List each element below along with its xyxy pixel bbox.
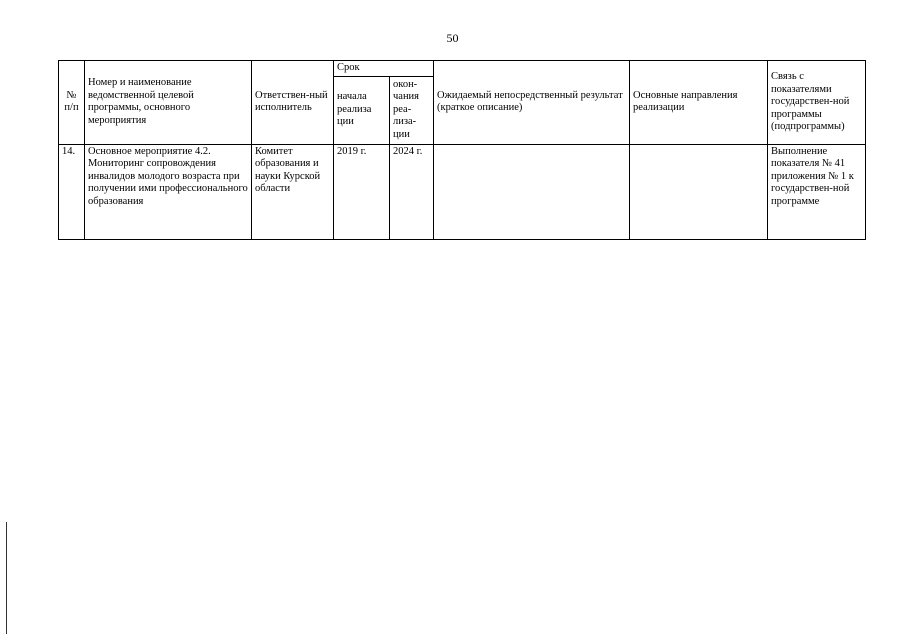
cell-responsible: Комитет образования и науки Курской области (252, 144, 334, 239)
header-term: Срок (334, 61, 434, 77)
cell-start: 2019 г. (334, 144, 390, 239)
scan-margin-line (6, 522, 7, 634)
header-expected: Ожидаемый непосредственный результат (краткое описание) (434, 61, 630, 145)
header-row-1 (59, 61, 866, 77)
program-table (58, 60, 866, 240)
header-directions: Основные направления реализации (630, 61, 768, 145)
table-row (59, 144, 866, 239)
header-name: Номер и наименование ведомственной целевой программы, основного мероприятия (85, 61, 252, 145)
cell-name: Основное мероприятие 4.2. Мониторинг сопровождения инвалидов молодого возраста при получении ими профессионального образования (85, 144, 252, 239)
header-num: № п/п (59, 61, 85, 145)
header-end: окон-чания реа-лиза-ции (390, 76, 434, 144)
header-responsible: Ответствен-ный исполнитель (252, 61, 334, 145)
cell-expected (434, 144, 630, 239)
cell-directions (630, 144, 768, 239)
header-start: начала реализа ции (334, 76, 390, 144)
header-link: Связь с показателями государствен-ной программы (подпрограммы) (768, 61, 866, 145)
cell-end: 2024 г. (390, 144, 434, 239)
page-number: 50 (446, 31, 459, 45)
cell-link: Выполнение показателя № 41 приложения № 1 к государствен-ной программе (768, 144, 866, 239)
cell-num: 14. (59, 144, 85, 239)
